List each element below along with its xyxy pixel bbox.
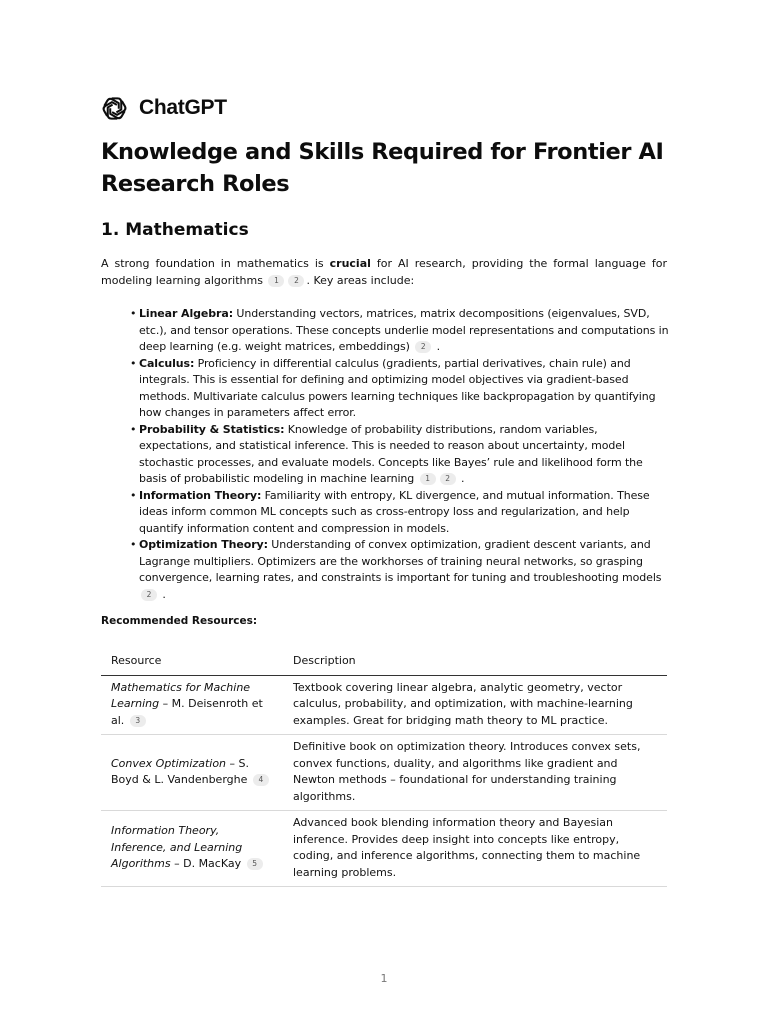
intro-text: for AI research, providing the formal language for modeling learning algorithms (101, 257, 668, 287)
resource-title: Convex Optimization (111, 756, 227, 770)
resource-cell (101, 735, 283, 811)
column-header: Description (283, 648, 667, 675)
description-cell: Advanced book blending information theory and Bayesian inference. Provides deep insight into concepts like entropy, coding, and inference algorithms, connecting them to machine learning problems. (283, 811, 667, 887)
brand-header (101, 94, 227, 122)
openai-logo-icon (101, 95, 128, 122)
list-item (131, 488, 671, 538)
resources-table-body (101, 675, 667, 887)
area-term: Calculus: (139, 356, 195, 370)
intro-text: . Key areas include: (306, 273, 415, 287)
intro-text: A strong foundation in mathematics is (101, 257, 330, 270)
list-item (131, 356, 671, 422)
area-text: Knowledge of probability distributions, random variables, expectations, and statistical inference. This is needed to reason about uncertainty, model stochastic processes, and evaluate models. Concepts like Bayes’ rule and likelihood form the basis of probabilistic modeling in machine learning (139, 422, 643, 485)
area-text: Familiarity with entropy, KL divergence, and mutual information. These ideas inform common ML concepts such as cross-entropy loss and regularization, and help quantify information content and compression in models. (139, 488, 650, 535)
citation-badge[interactable]: 2 (415, 341, 431, 353)
resource-title: Information Theory, Inference, and Learning Algorithms (111, 824, 243, 871)
description-cell: Definitive book on optimization theory. Introduces convex sets, convex functions, duality, and algorithms like gradient and Newton methods – foundational for understanding training algorithms. (283, 735, 667, 811)
intro-paragraph (101, 256, 667, 289)
area-text: Understanding of convex optimization, gradient descent variants, and Lagrange multipliers. Optimizers are the workhorses of training neural networks, so grasping convergence, learning rates, and constraints is important for tuning and troubleshooting models (139, 538, 662, 584)
resource-author: – M. Deisenroth et al. (111, 697, 263, 727)
page-number: 1 (380, 972, 388, 985)
table-row (101, 735, 667, 811)
resource-author: – S. Boyd & L. Vandenberghe (111, 756, 250, 786)
table-row (101, 811, 667, 887)
table-row (101, 675, 667, 735)
citation-badge[interactable]: 2 (440, 473, 456, 485)
area-text: . (159, 587, 166, 601)
area-term: Optimization Theory: (139, 538, 268, 551)
key-areas-list (131, 306, 671, 603)
citation-badge[interactable]: 1 (420, 473, 436, 485)
citation-badge[interactable]: 5 (247, 858, 263, 870)
area-term: Information Theory: (139, 488, 262, 502)
area-term: Linear Algebra: (139, 307, 233, 320)
citation-badge[interactable]: 2 (141, 589, 157, 601)
table-header-row (101, 648, 667, 675)
intro-emphasis: crucial (329, 257, 371, 270)
brand-name: ChatGPT (139, 96, 227, 119)
citation-badge[interactable]: 4 (253, 774, 269, 786)
column-header: Resource (101, 648, 283, 675)
citation-badge[interactable]: 2 (288, 275, 304, 287)
citation-badge[interactable]: 1 (268, 275, 284, 287)
list-item (131, 537, 671, 603)
document-title: Knowledge and Skills Required for Frontier AI Research Roles (101, 139, 664, 197)
area-text: . (433, 340, 441, 353)
area-term: Probability & Statistics: (139, 422, 285, 436)
citation-badge[interactable]: 3 (130, 715, 146, 727)
resource-author: – D. MacKay (170, 857, 242, 871)
section-heading: 1. Mathematics (101, 220, 249, 240)
resources-table (101, 648, 667, 887)
resource-title: Mathematics for Machine Learning (111, 680, 251, 710)
list-item (131, 306, 671, 356)
list-item (131, 422, 671, 488)
resources-heading: Recommended Resources: (101, 615, 258, 627)
area-text: . (457, 472, 465, 485)
resource-cell (101, 811, 283, 887)
area-text: Proficiency in differential calculus (gradients, partial derivatives, chain rule) and integrals. This is essential for defining and optimizing model objectives via gradient-based methods. Multivariate calculus powers learning techniques like backpropagation by quantifying how changes in parameters affect error. (139, 356, 656, 419)
description-cell: Textbook covering linear algebra, analytic geometry, vector calculus, probability, and optimization, with machine-learning examples. Great for bridging math theory to ML practice. (283, 675, 667, 735)
resource-cell (101, 675, 283, 735)
area-text: Understanding vectors, matrices, matrix decompositions (eigenvalues, SVD, etc.), and tensor operations. These concepts underlie model representations and computations in deep learning (e.g. weight matrices, embeddings) (139, 307, 669, 353)
